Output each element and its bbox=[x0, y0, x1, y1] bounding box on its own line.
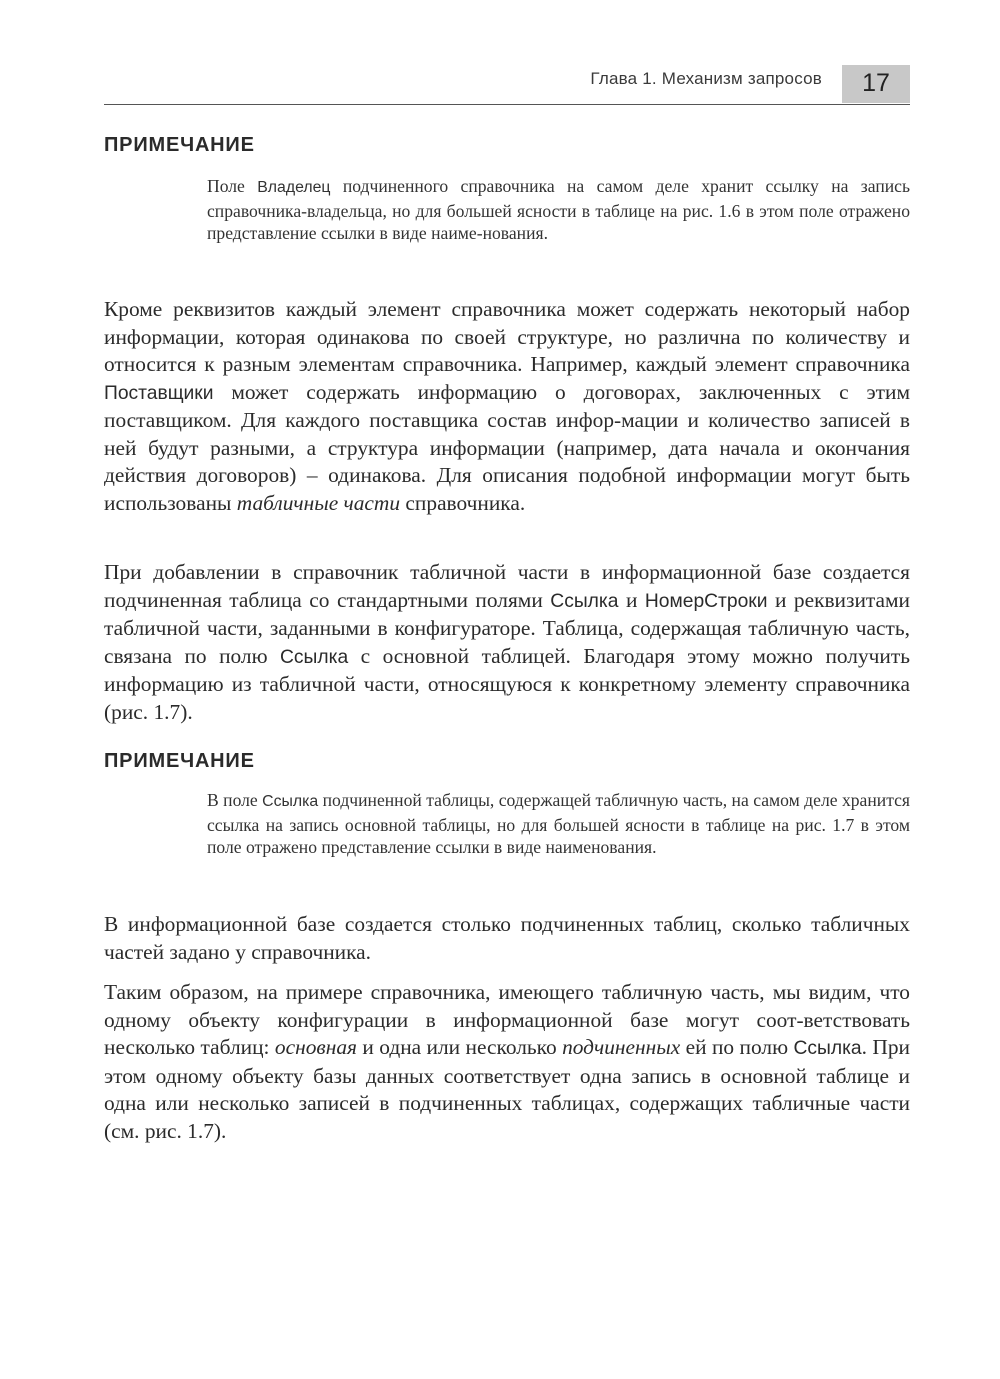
body-paragraph: Таким образом, на примере справочника, имеющего табличную часть, мы видим, что одному объекту конфигурации в информационной базе могут соот-ветствовать несколько таблиц: основная и одна или несколько подчиненных ей по полю Ссылка. При этом одному объекту базы данных соответствует одна запись в основной таблице и одна или несколько записей в подчиненных таблицах, содержащих табличные части (см. рис. 1.7). bbox=[104, 980, 910, 1143]
code-term: НомерСтроки bbox=[644, 590, 768, 612]
chapter-title: Глава 1. Механизм запросов bbox=[590, 69, 822, 88]
code-term: Ссылка bbox=[550, 590, 619, 612]
running-header bbox=[104, 66, 910, 105]
body-paragraph: В информационной базе создается столько подчиненных таблиц, сколько табличных частей задано у справочника. bbox=[104, 912, 910, 964]
note-body: Поле Владелец подчиненного справочника на самом деле хранит ссылку на запись справочника-владельца, но для большей ясности в таблице на рис. 1.6 в этом поле отражено представление ссылки в виде наиме-нования. bbox=[207, 176, 910, 243]
code-term: Ссылка bbox=[793, 1038, 862, 1059]
code-term: Владелец bbox=[257, 179, 331, 196]
italic-term: подчиненных bbox=[562, 1035, 681, 1059]
note-heading: ПРИМЕЧАНИЕ bbox=[104, 134, 255, 156]
body-paragraph: При добавлении в справочник табличной части в информационной базе создается подчиненная таблица со стандартными полями Ссылка и НомерСтроки и реквизитами табличной части, заданными в конфигураторе. Таблица, содержащая табличную часть, связана по полю Ссылка с основной таблицей. Благодаря этому можно получить информацию из табличной части, относящуюся к конкретному элементу справочника (рис. 1.7). bbox=[104, 560, 910, 724]
code-term: Поставщики bbox=[104, 382, 214, 404]
page-number: 17 bbox=[842, 65, 910, 103]
body-paragraph: Кроме реквизитов каждый элемент справочника может содержать некоторый набор информации, которая одинакова по своей структуре, но различна по количеству и относится к разным элементам справочника. Например, каждый элемент справочника Поставщики может содержать информацию о договорах, заключенных с этим поставщиком. Для каждого поставщика состав инфор-мации и количество записей в ней будут разными, а структура информации (например, дата начала и окончания действия договоров) – одинакова. Для описания подобной информации могут быть использованы табличные части справочника. bbox=[104, 297, 910, 515]
italic-term: табличные части bbox=[236, 490, 401, 515]
italic-term: основная bbox=[274, 1035, 357, 1059]
note-heading: ПРИМЕЧАНИЕ bbox=[104, 750, 255, 772]
note-body: В поле Ссылка подчиненной таблицы, содержащей табличную часть, на самом деле хранится ссылка на запись основной таблицы, но для большей ясности в таблице на рис. 1.7 в этом поле отражено представление ссылки в виде наименования. bbox=[207, 790, 910, 857]
code-term: Ссылка bbox=[280, 646, 349, 668]
code-term: Ссылка bbox=[262, 793, 319, 810]
